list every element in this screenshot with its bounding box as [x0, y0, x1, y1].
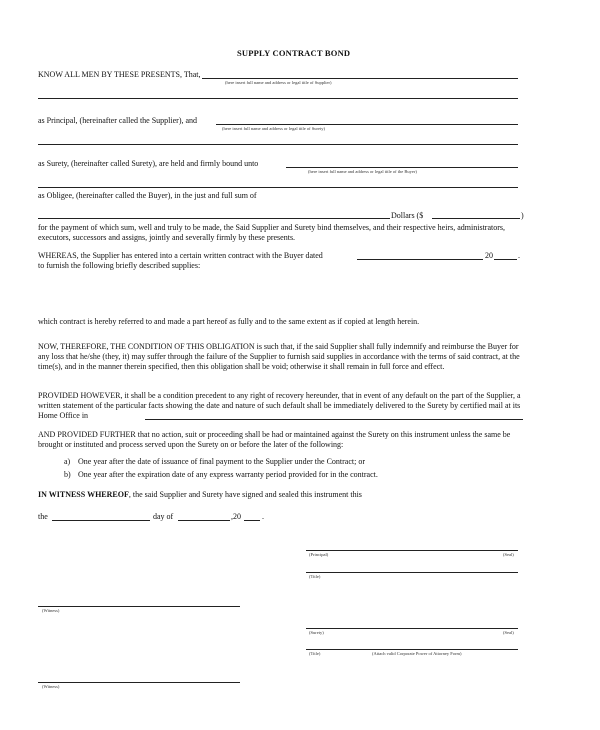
reference-paragraph: which contract is hereby referred to and made a part hereof as fully and to the same extent as if copied at length herein. — [38, 317, 420, 326]
witness-rest: , the said Supplier and Surety have signed and sealed this instrument this — [128, 490, 362, 499]
title-label-1: (Title) — [309, 574, 321, 579]
know-all-men-text: KNOW ALL MEN BY THESE PRESENTS, That, — [38, 70, 201, 79]
seal-label-2: (Seal) — [503, 630, 514, 635]
year-label: ,20 — [231, 512, 241, 521]
day-of-label: day of — [153, 512, 174, 521]
principal-title-line[interactable] — [306, 572, 518, 573]
witness-signature-line-1[interactable] — [38, 606, 240, 607]
surety-address-line[interactable] — [38, 144, 518, 145]
the-label: the — [38, 512, 48, 521]
year-line[interactable] — [244, 520, 260, 521]
document-title: SUPPLY CONTRACT BOND — [237, 48, 351, 58]
home-office-line[interactable] — [145, 419, 523, 420]
seal-label-1: (Seal) — [503, 552, 514, 557]
item-b-marker: b) — [64, 470, 71, 479]
provided-further-paragraph: AND PROVIDED FURTHER that no action, suit or proceeding shall be had or maintained against the Surety on this instrument unless the same be brought or instituted and process served upon the Surety on or before the later of the following: — [38, 430, 511, 449]
provided-however-paragraph: PROVIDED HOWEVER, it shall be a condition precedent to any right of recovery hereunder, that in event of any default on the part of the Supplier, a written statement of the particular facts showing the date and nature of such default shall be immediately delivered to the Surety by certified mail at its Home Office in — [38, 391, 521, 420]
power-of-attorney-note: (Attach valid Corporate Power of Attorney Form) — [372, 651, 462, 656]
supplier-name-line[interactable] — [202, 78, 518, 79]
witness-label-2: (Witness) — [42, 684, 60, 689]
principal-text: as Principal, (hereinafter called the Supplier), and — [38, 116, 198, 125]
buyer-note: (here insert full name and address or legal title of the Buyer) — [308, 169, 417, 174]
supplies-intro-text: to furnish the following briefly described supplies: — [38, 261, 201, 270]
whereas-text: WHEREAS, the Supplier has entered into a certain written contract with the Buyer dated — [38, 251, 323, 260]
supplier-address-line[interactable] — [38, 98, 518, 99]
surety-name-line[interactable] — [216, 124, 518, 125]
witness-label-1: (Witness) — [42, 608, 60, 613]
whereas-period: . — [518, 251, 520, 260]
surety-label: (Surety) — [309, 630, 324, 635]
amount-words-line[interactable] — [38, 218, 390, 219]
principal-signature-line[interactable] — [306, 550, 518, 551]
date-period: . — [262, 512, 264, 521]
dollars-close: ) — [521, 211, 524, 220]
obligee-text: as Obligee, (hereinafter called the Buyer), in the just and full sum of — [38, 191, 257, 200]
item-a-marker: a) — [64, 457, 71, 466]
buyer-address-line[interactable] — [38, 187, 518, 188]
condition-paragraph: NOW, THEREFORE, THE CONDITION OF THIS OBLIGATION is such that, if the said Supplier shall fully indemnify and reimburse the Buyer for any loss that he/she (they, it) may suffer through the failure of the Supplier to furnish said supplies in accordance with the terms of said contract, at the time(s), and in the manner therein specified, then this obligation shall be void; otherwise it shall remain in full force and effect. — [38, 342, 520, 371]
whereas-year: 20 — [485, 251, 493, 260]
month-line[interactable] — [178, 520, 230, 521]
payment-paragraph: for the payment of which sum, well and truly to be made, the Said Supplier and Surety bind themselves, and their respective heirs, administrators, executors, successors and assigns, jointly and severally firmly by these presents. — [38, 223, 505, 242]
contract-year-line[interactable] — [494, 259, 517, 260]
surety-title-line[interactable] — [306, 649, 518, 650]
amount-figure-line[interactable] — [432, 218, 520, 219]
surety-signature-line[interactable] — [306, 628, 518, 629]
title-label-2: (Title) — [309, 651, 321, 656]
item-b-text: One year after the expiration date of any express warranty period provided for in the contract. — [78, 470, 378, 479]
witness-clause — [38, 490, 362, 500]
supplier-note: (here insert full name and address or legal title of Supplier) — [225, 80, 332, 85]
contract-date-line[interactable] — [357, 259, 483, 260]
surety-text: as Surety, (hereinafter called Surety), are held and firmly bound unto — [38, 159, 259, 168]
buyer-name-line[interactable] — [286, 167, 518, 168]
dollars-label: Dollars ($ — [391, 211, 424, 220]
principal-label: (Principal) — [309, 552, 329, 557]
day-line[interactable] — [52, 520, 150, 521]
item-a-text: One year after the date of issuance of final payment to the Supplier under the Contract; or — [78, 457, 366, 466]
surety-note: (here insert full name and address or legal title of Surety) — [222, 126, 325, 131]
witness-bold: IN WITNESS WHEREOF — [38, 490, 129, 499]
witness-signature-line-2[interactable] — [38, 682, 240, 683]
